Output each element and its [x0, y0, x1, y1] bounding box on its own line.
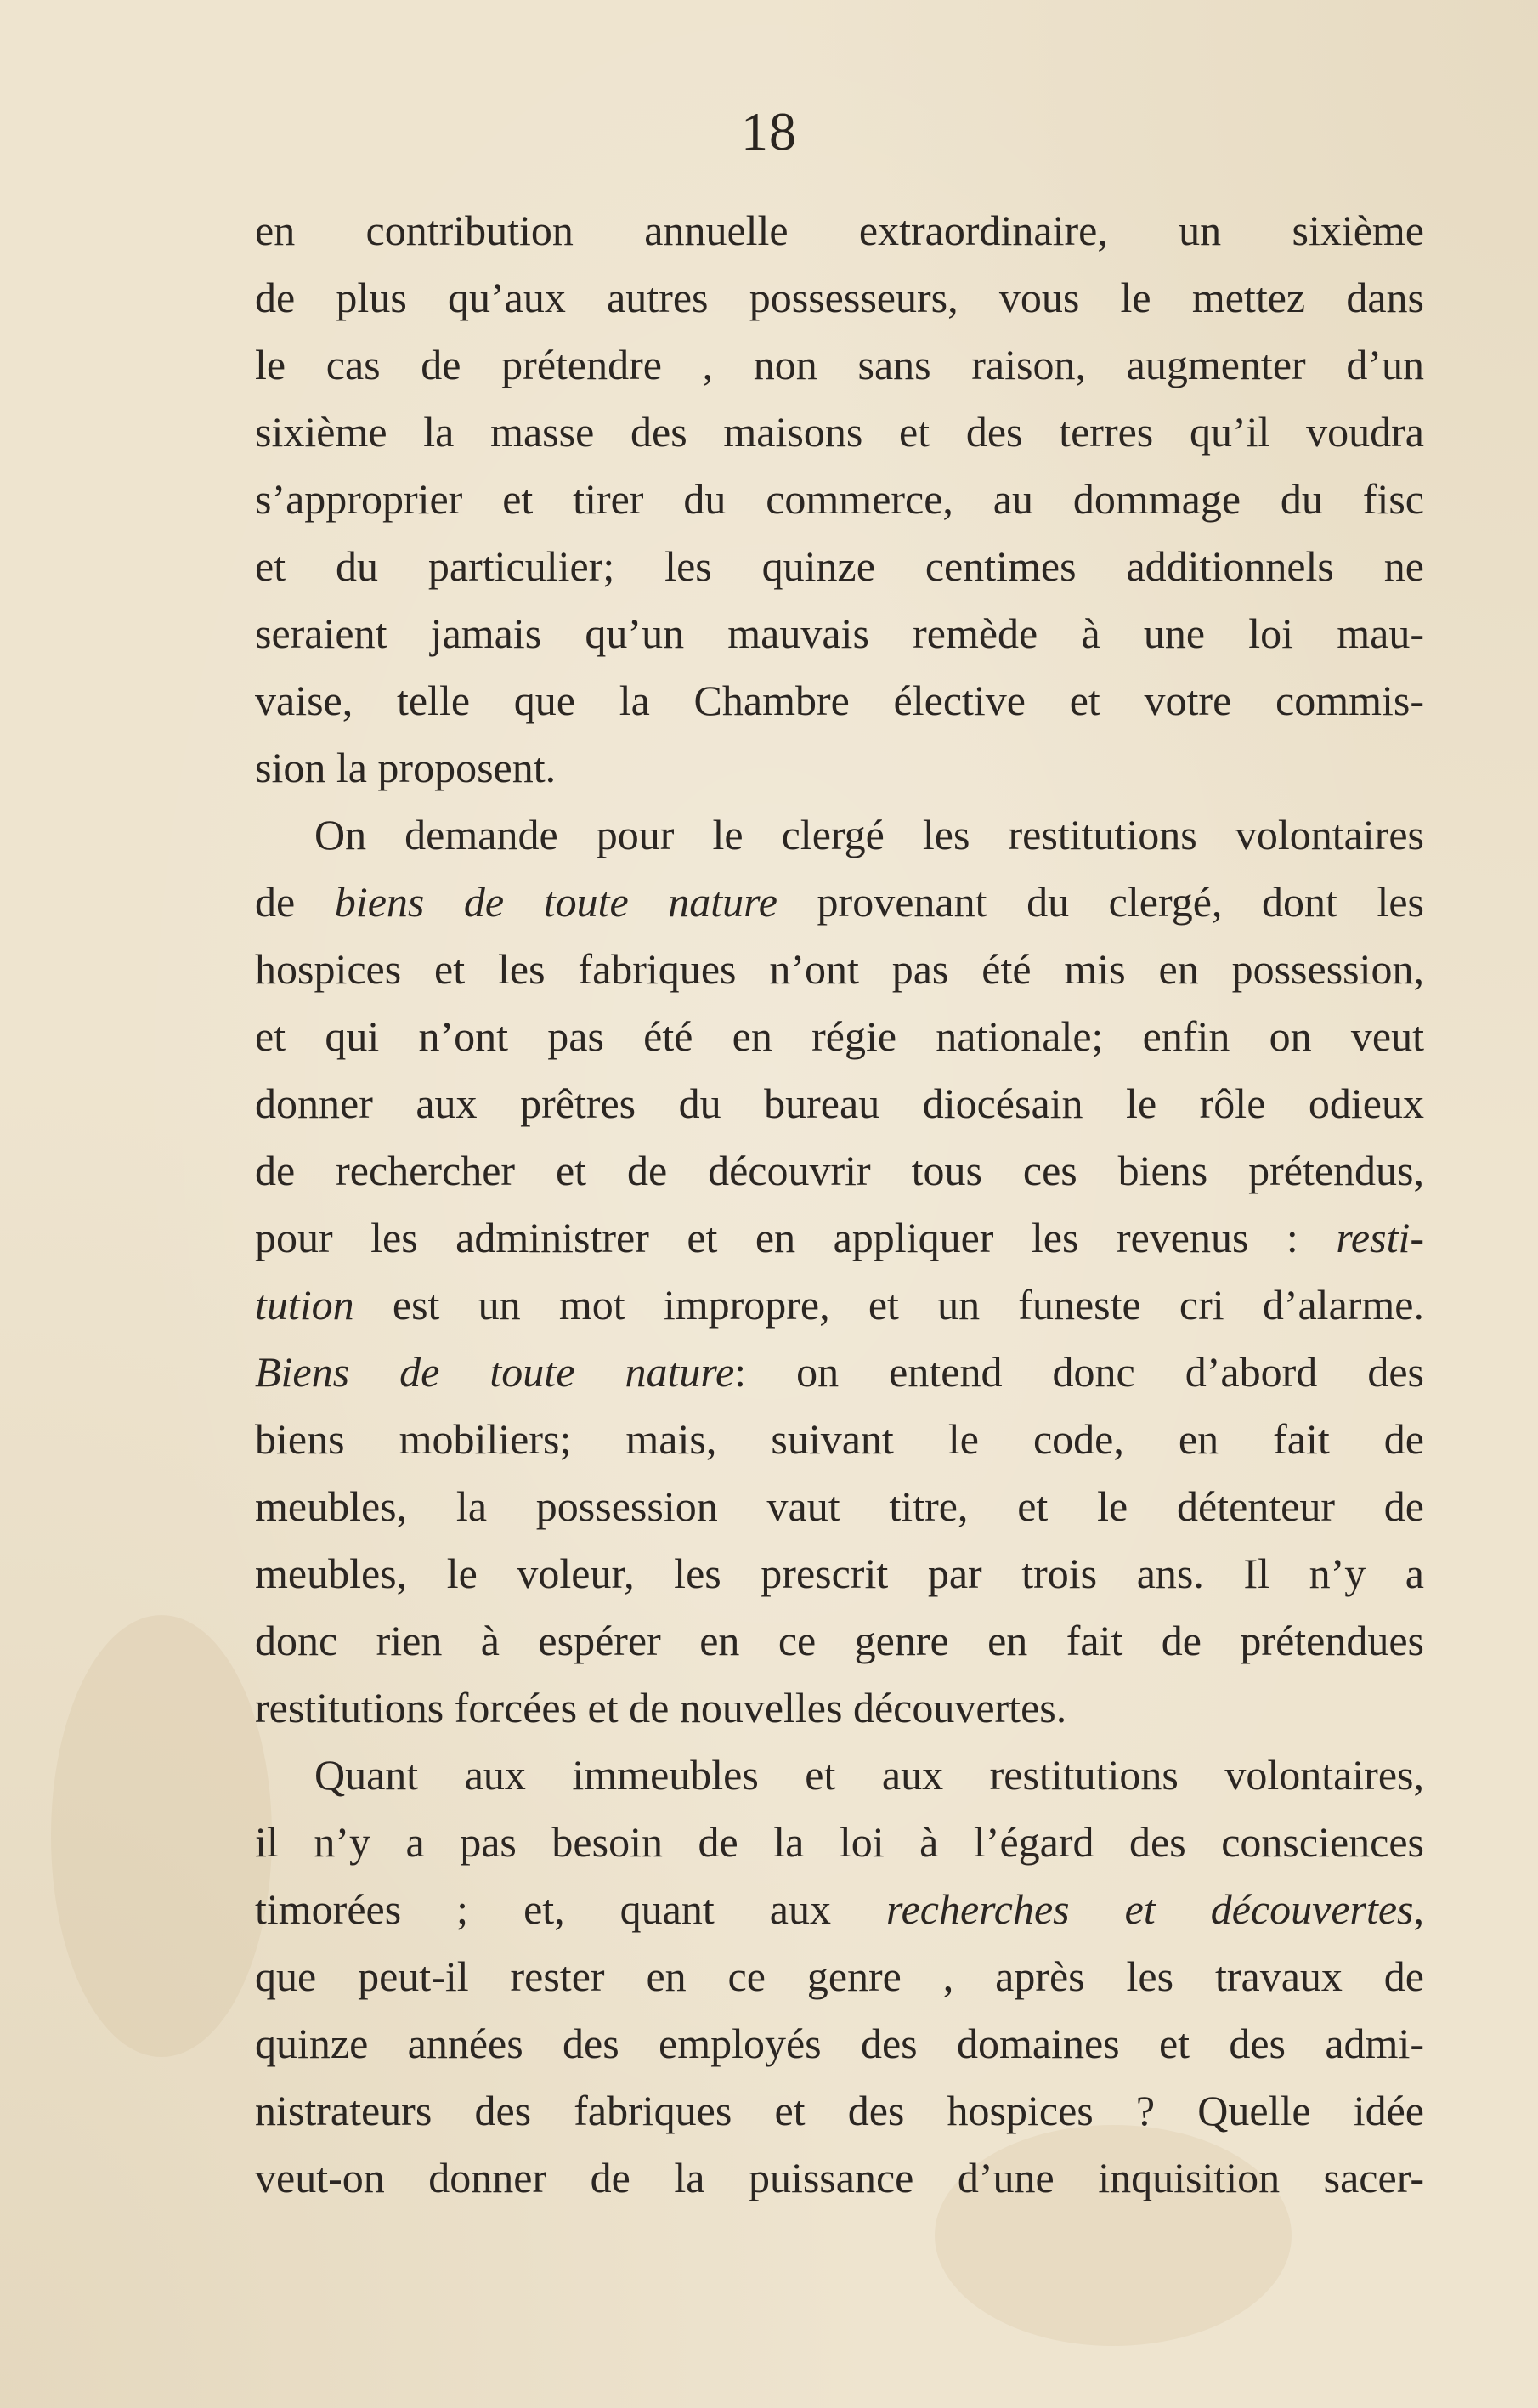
text-segment: nistrateurs des fabriques et des hospices ? Quelle idée — [255, 2087, 1424, 2134]
text-segment: est un mot impropre, et un funeste cri d’alarme. — [353, 1281, 1424, 1329]
text-segment: le cas de prétendre , non sans raison, augmenter d’un — [255, 341, 1424, 388]
text-line — [255, 600, 1424, 667]
paragraph-first-line — [255, 802, 1424, 869]
text-line — [255, 1607, 1424, 1674]
italic-text: Biens de toute nature — [255, 1348, 735, 1396]
text-segment: sion la proposent. — [255, 744, 557, 791]
text-line — [255, 197, 1424, 264]
text-line — [255, 399, 1424, 466]
text-line — [255, 264, 1424, 331]
text-line — [255, 2145, 1424, 2212]
text-segment: il n’y a pas besoin de la loi à l’égard des consciences — [255, 1818, 1424, 1866]
text-segment: provenant du clergé, dont les — [777, 878, 1424, 926]
text-line — [255, 466, 1424, 533]
italic-text: recherches et découvertes — [886, 1885, 1414, 1933]
text-line — [255, 936, 1424, 1003]
page-number: 18 — [741, 101, 797, 161]
text-segment: de — [255, 878, 335, 926]
text-line — [255, 2010, 1424, 2077]
text-segment: de rechercher et de découvrir tous ces biens prétendus, — [255, 1147, 1424, 1194]
text-line — [255, 1809, 1424, 1876]
text-line — [255, 1540, 1424, 1607]
text-segment: timorées ; et, quant aux — [255, 1885, 886, 1933]
text-segment: en contribution annuelle extraordinaire, un sixième — [255, 207, 1424, 254]
text-segment: de plus qu’aux autres possesseurs, vous le mettez dans — [255, 274, 1424, 321]
text-line — [255, 331, 1424, 399]
text-line — [255, 1070, 1424, 1137]
text-segment: veut-on donner de la puissance d’une inquisition sacer- — [255, 2154, 1424, 2201]
text-line — [255, 2077, 1424, 2145]
text-line — [255, 1204, 1424, 1272]
text-line — [255, 1473, 1424, 1540]
text-line — [255, 869, 1424, 936]
text-segment: , — [1413, 1885, 1425, 1933]
text-line — [255, 1272, 1424, 1339]
text-segment: quinze années des employés des domaines et des admi- — [255, 2020, 1424, 2067]
text-segment: vaise, telle que la Chambre élective et votre commis- — [255, 677, 1424, 724]
italic-text: resti- — [1336, 1214, 1424, 1261]
text-line — [255, 1406, 1424, 1473]
text-segment: donc rien à espérer en ce genre en fait de prétendues — [255, 1617, 1424, 1664]
text-line — [255, 1674, 1424, 1742]
text-line — [255, 734, 1424, 802]
text-line — [255, 533, 1424, 600]
text-segment: que peut-il rester en ce genre , après les travaux de — [255, 1952, 1424, 2000]
text-line — [255, 1003, 1424, 1070]
text-segment: On demande pour le clergé les restitutions volontaires — [314, 811, 1424, 858]
text-line — [255, 667, 1424, 734]
text-segment: hospices et les fabriques n’ont pas été mis en possession, — [255, 945, 1424, 993]
text-segment: restitutions forcées et de nouvelles découvertes. — [255, 1684, 1067, 1731]
text-line — [255, 1876, 1424, 1943]
text-segment: donner aux prêtres du bureau diocésain le rôle odieux — [255, 1079, 1424, 1127]
text-segment: et qui n’ont pas été en régie nationale; enfin on veut — [255, 1012, 1424, 1060]
body-text — [255, 197, 1424, 2212]
italic-text: biens de toute nature — [334, 878, 777, 926]
text-line — [255, 1943, 1424, 2010]
text-segment: sixième la masse des maisons et des terres qu’il voudra — [255, 408, 1424, 456]
text-segment: : on entend donc d’abord des — [734, 1348, 1424, 1396]
text-line — [255, 1137, 1424, 1204]
paragraph-first-line — [255, 1742, 1424, 1809]
text-segment: pour les administrer et en appliquer les revenus : — [255, 1214, 1337, 1261]
text-segment: seraient jamais qu’un mauvais remède à une loi mau- — [255, 609, 1424, 657]
text-segment: meubles, le voleur, les prescrit par trois ans. Il n’y a — [255, 1550, 1424, 1597]
text-segment: biens mobiliers; mais, suivant le code, en fait de — [255, 1415, 1424, 1463]
text-segment: et du particulier; les quinze centimes additionnels ne — [255, 542, 1424, 590]
italic-text: tution — [255, 1281, 354, 1329]
text-segment: Quant aux immeubles et aux restitutions volontaires, — [314, 1751, 1424, 1799]
text-line — [255, 1339, 1424, 1406]
text-segment: meubles, la possession vaut titre, et le détenteur de — [255, 1482, 1424, 1530]
text-segment: s’approprier et tirer du commerce, au dommage du fisc — [255, 475, 1424, 523]
paper-stain — [51, 1615, 272, 2057]
